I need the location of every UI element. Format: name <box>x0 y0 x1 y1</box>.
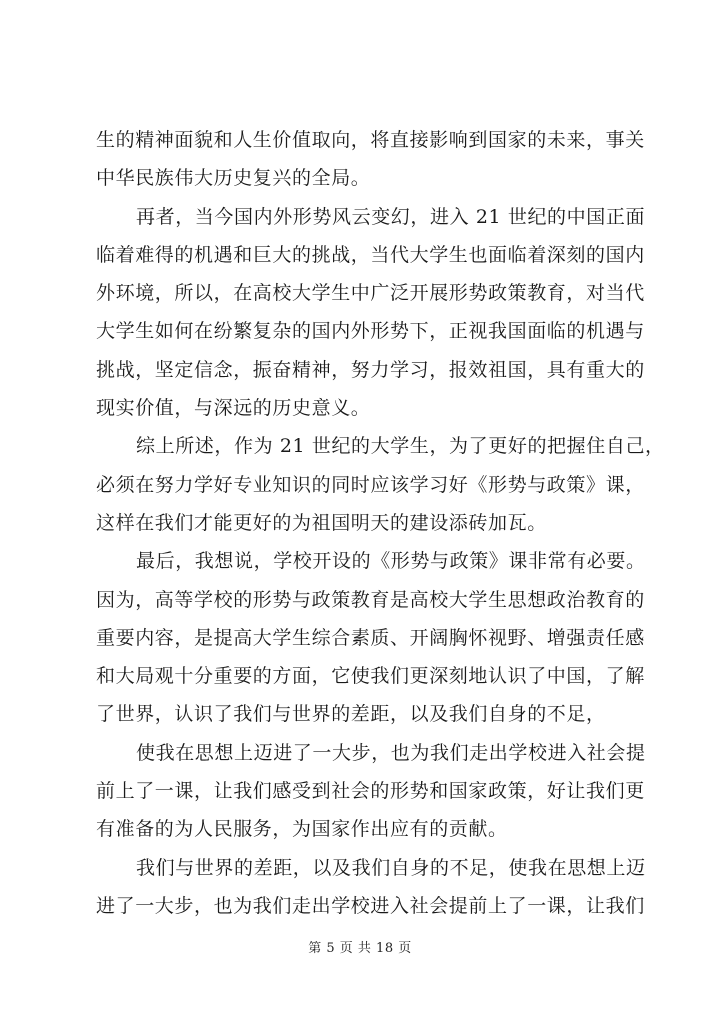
text-line: 因为，高等学校的形势与政策教育是高校大学生思想政治教育的 <box>96 588 645 611</box>
text-line: 必须在努力学好专业知识的同时应该学习好《形势与政策》课， <box>96 473 645 496</box>
text-line: 综上所述，作为 21 世纪的大学生，为了更好的把握住自己， <box>136 435 665 458</box>
text-line: 最后，我想说，学校开设的《形势与政策》课非常有必要。 <box>136 550 646 573</box>
text-line: 使我在思想上迈进了一大步，也为我们走出学校进入社会提 <box>136 741 646 764</box>
text-line: 现实价值，与深远的历史意义。 <box>96 397 371 420</box>
paragraph-1 <box>96 121 656 198</box>
text-line: 我们与世界的差距，以及我们自身的不足，使我在思想上迈 <box>136 856 646 879</box>
text-line: 进了一大步，也为我们走出学校进入社会提前上了一课，让我们 <box>96 894 645 917</box>
text-line: 中华民族伟大历史复兴的全局。 <box>96 167 371 190</box>
text-line: 再者，当今国内外形势风云变幻，进入 21 世纪的中国正面 <box>136 205 646 228</box>
paragraph-6 <box>96 849 656 926</box>
text-line: 大学生如何在纷繁复杂的国内外形势下，正视我国面临的机遇与 <box>96 320 645 343</box>
page-number-footer: 第 5 页 共 18 页 <box>308 941 412 956</box>
text-line: 重要内容，是提高大学生综合素质、开阔胸怀视野、增强责任感 <box>96 626 645 649</box>
text-line: 和大局观十分重要的方面，它使我们更深刻地认识了中国，了解 <box>96 665 645 688</box>
text-line: 了世界，认识了我们与世界的差距，以及我们自身的不足， <box>96 703 606 726</box>
text-line: 有准备的为人民服务，为国家作出应有的贡献。 <box>96 818 508 841</box>
paragraph-2 <box>96 198 656 428</box>
paragraph-5 <box>96 734 656 849</box>
text-line: 外环境，所以，在高校大学生中广泛开展形势政策教育，对当代 <box>96 282 645 305</box>
text-line: 生的精神面貌和人生价值取向，将直接影响到国家的未来，事关 <box>96 129 645 151</box>
paragraph-4 <box>96 542 656 733</box>
text-line: 这样在我们才能更好的为祖国明天的建设添砖加瓦。 <box>96 511 547 534</box>
text-line: 前上了一课，让我们感受到社会的形势和国家政策，好让我们更 <box>96 780 645 803</box>
text-line: 挑战，坚定信念，振奋精神，努力学习，报效祖国，具有重大的 <box>96 358 645 381</box>
paragraph-3 <box>96 427 665 542</box>
text-line: 临着难得的机遇和巨大的挑战，当代大学生也面临着深刻的国内 <box>96 243 645 266</box>
document-body <box>96 121 665 925</box>
